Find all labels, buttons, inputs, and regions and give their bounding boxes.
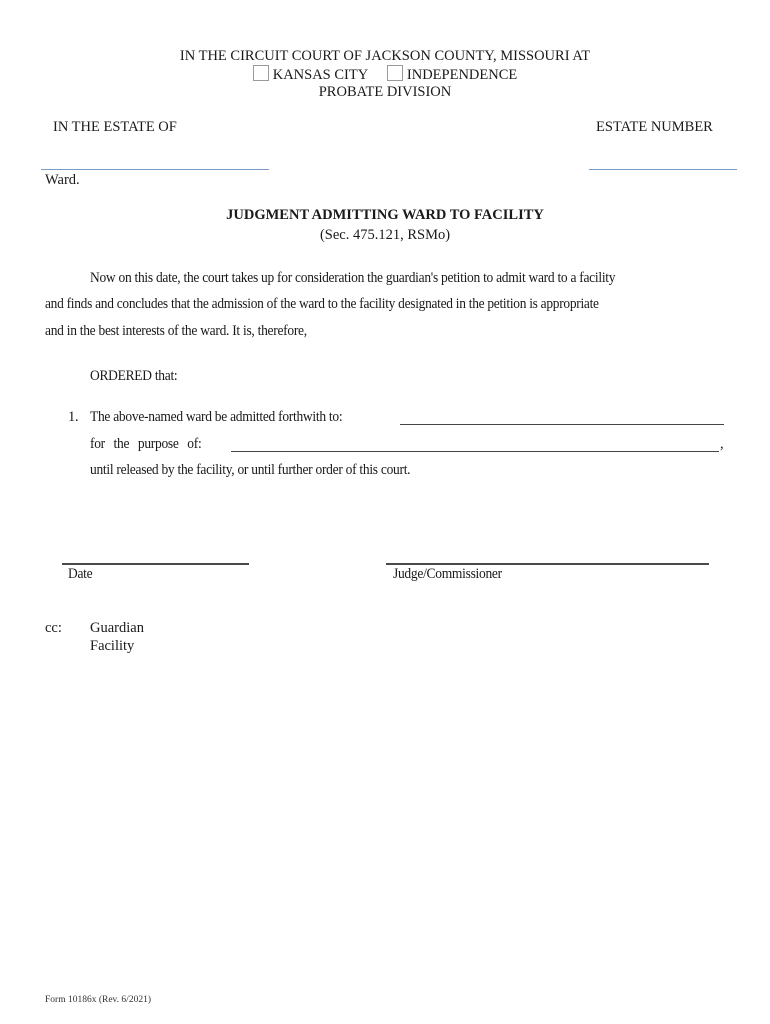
form-number: Form 10186x (Rev. 6/2021) — [45, 995, 151, 1005]
judge-signature-line[interactable] — [386, 563, 709, 565]
item-line-3: until released by the facility, or until further order of this court. — [90, 462, 411, 478]
estate-number-field[interactable] — [589, 148, 737, 168]
independence-checkbox[interactable] — [387, 65, 403, 81]
judge-label: Judge/Commissioner — [393, 566, 502, 582]
court-header-line: IN THE CIRCUIT COURT OF JACKSON COUNTY, MISSOURI AT — [179, 48, 591, 64]
date-signature-line[interactable] — [62, 563, 249, 565]
kansas-city-checkbox[interactable] — [253, 65, 269, 81]
location-checkboxes — [0, 65, 770, 85]
item-line-2: for the purpose of: — [90, 436, 202, 452]
ordered-label: ORDERED that: — [90, 368, 178, 384]
facility-field[interactable] — [400, 410, 724, 425]
judgment-title: JUDGMENT ADMITTING WARD TO FACILITY — [226, 207, 544, 223]
estate-of-label: IN THE ESTATE OF — [53, 119, 177, 135]
division-label: PROBATE DIVISION — [318, 84, 452, 100]
item-line-1: The above-named ward be admitted forthwith to: — [90, 409, 343, 425]
statute-reference: (Sec. 475.121, RSMo) — [319, 227, 451, 243]
estate-number-underline — [589, 169, 737, 170]
kansas-city-label: KANSAS CITY — [272, 67, 368, 83]
paragraph-line-3: and in the best interests of the ward. It is, therefore, — [45, 323, 307, 339]
date-label: Date — [68, 566, 93, 582]
cc-label: cc: — [45, 620, 62, 636]
cc-recipient-facility: Facility — [90, 638, 135, 654]
purpose-comma: , — [720, 436, 724, 452]
paragraph-line-2: and finds and concludes that the admission of the ward to the facility designated in the petition is appropriate — [45, 296, 599, 312]
ward-label: Ward. — [45, 172, 80, 188]
independence-label: INDEPENDENCE — [406, 67, 518, 83]
paragraph-line-1: Now on this date, the court takes up for consideration the guardian's petition to admit ward to a facility — [90, 270, 616, 286]
cc-recipient-guardian: Guardian — [90, 620, 144, 636]
estate-name-underline — [41, 169, 269, 170]
item-number: 1. — [68, 409, 79, 425]
estate-number-label: ESTATE NUMBER — [596, 119, 713, 135]
purpose-field[interactable] — [231, 437, 719, 452]
estate-name-field[interactable] — [41, 148, 269, 168]
